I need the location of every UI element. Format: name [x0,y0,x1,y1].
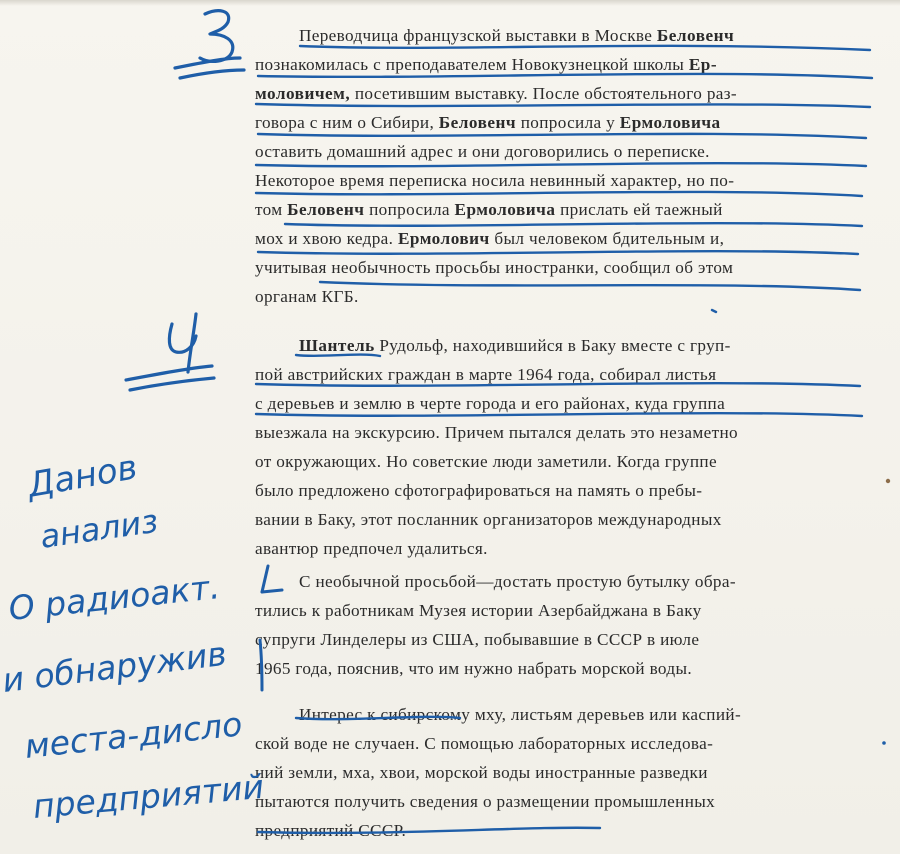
paragraph-text: Шантель Рудольф, находившийся в Баку вместе с груп- пой австрийских граждан в марте 1964 года, собирал листья с деревьев и землю в черте города и его районах, куда группа выезжала на экскурсию. Причем пытался делать это незаметно от окружающих. Но советские люди заметили. Когда группе было предложено сфотографироваться на память о пребы- вании в Баку, этот посланник организаторов международных авантюр предпочел удалиться. [255,336,738,558]
paragraph-text: Переводчица французской выставки в Москве Беловенч познакомилась с преподавателем Новокузнецкой школы Ер- моловичем, посетившим выставку. После обстоятельного раз- говора с ним о Сибири, Беловенч попросила у Ермоловича оставить домашний адрес и они договорились о переписке. Некоторое время переписка носила невинный характер, но по- том Беловенч попросила Ермоловича прислать ей таежный мох и хвою кедра. Ермолович был человеком бдительным и, учитывая необычность просьбы иностранки, сообщил об этом органам КГБ. [255,26,737,306]
paragraph-1 [255,21,863,311]
bold-name: Беловенч [287,200,365,219]
margin-note-line-5: места-дисло [22,704,245,766]
bold-name: Беловенч [438,113,517,132]
margin-note-line-4: и обнаружив [0,633,229,700]
bold-name: Ермолович [397,229,490,248]
margin-note-line-6: предприятий [31,766,266,826]
paragraph-3 [255,567,863,683]
paragraph-text: С необычной просьбой—достать простую бутылку обра- тились к работникам Музея истории Азербайджана в Баку супруги Линделеры из США, побывавшие в СССР в июле 1965 года, пояснив, что им нужно набрать морской воды. [255,572,736,678]
paragraph-text: Интерес к сибирскому мху, листьям деревьев или каспий- ской воде не случаен. С помощью лабораторных исследова- ний земли, мха, хвои, морской воды иностранные разведки пытаются получить сведения о размещении промышленных предприятий СССР. [255,705,742,840]
margin-note-line-3: О радиоакт. [6,567,222,628]
bold-name: Шантель [299,336,375,355]
bold-name: Ермоловича [454,200,556,219]
margin-note-line-2: анализ [37,501,161,556]
scan-top-edge [0,0,900,6]
bold-name: Беловенч [656,26,735,45]
bold-name: Ер- [688,55,718,74]
margin-note-line-1: Данов [24,447,141,506]
paragraph-4 [255,700,863,845]
bold-name: моловичем, [255,84,351,103]
bold-name: Ермоловича [619,113,721,132]
paragraph-2 [255,331,863,563]
